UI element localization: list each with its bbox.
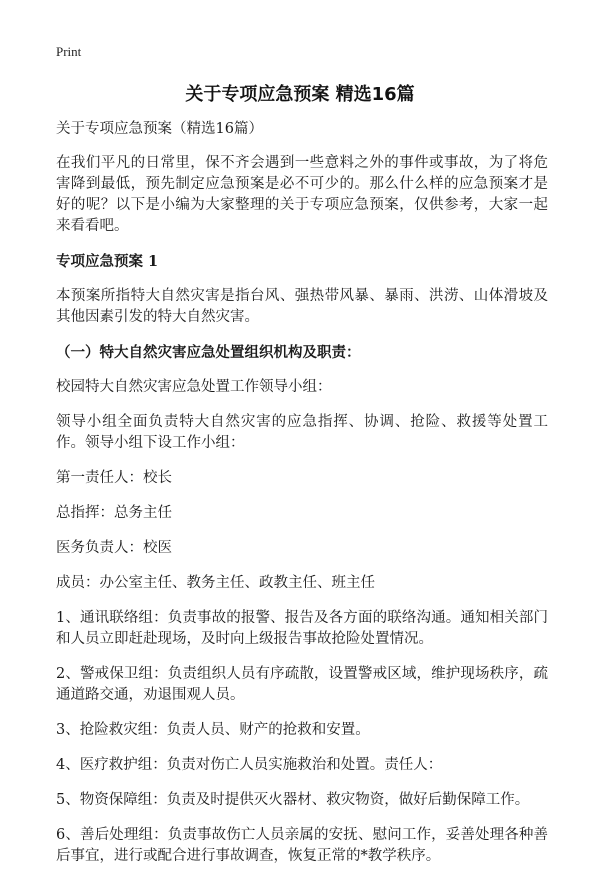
print-label[interactable]: Print (56, 44, 82, 59)
list-item: 3、抢险救灾组：负责人员、财产的抢救和安置。 (56, 722, 370, 738)
medical-line: 医务负责人：校医 (56, 540, 172, 556)
list-item: 5、物资保障组：负责及时提供灭火器材、救灾物资，做好后勤保障工作。 (56, 792, 530, 808)
list-item: 1、通讯联络组：负责事故的报警、报告及各方面的联络沟通。通知相关部门和人员立即赶赴现场，及时向上级报告事故抢险处置情况。 (56, 610, 548, 647)
document-title: 关于专项应急预案 精选16篇 (185, 84, 415, 105)
leader-group-paragraph: 校园特大自然灾害应急处置工作领导小组： (56, 379, 332, 395)
members-line: 成员：办公室主任、教务主任、政教主任、班主任 (56, 575, 375, 591)
document-subtitle: 关于专项应急预案（精选16篇） (56, 121, 263, 137)
first-responsible-line: 第一责任人：校长 (56, 470, 172, 486)
document-body (56, 119, 548, 881)
commander-line: 总指挥：总务主任 (56, 505, 172, 521)
sub-heading: （一）特大自然灾害应急处置组织机构及职责： (56, 344, 361, 361)
scope-paragraph: 本预案所指特大自然灾害是指台风、强热带风暴、暴雨、洪涝、山体滑坡及其他因素引发的特大自然灾害。 (56, 288, 548, 325)
list-item: 2、警戒保卫组：负责组织人员有序疏散，设置警戒区域，维护现场秩序，疏通道路交通，劝退围观人员。 (56, 666, 548, 703)
list-item: 6、善后处理组：负责事故伤亡人员亲属的安抚、慰问工作，妥善处理各种善后事宜，进行或配合进行事故调查，恢复正常的*教学秩序。 (56, 827, 548, 864)
leader-duty-paragraph: 领导小组全面负责特大自然灾害的应急指挥、协调、抢险、救援等处置工作。领导小组下设工作小组： (56, 414, 548, 451)
intro-paragraph: 在我们平凡的日常里，保不齐会遇到一些意料之外的事件或事故，为了将危害降到最低，预先制定应急预案是必不可少的。那么什么样的应急预案才是好的呢？以下是小编为大家整理的关于专项应急预案，仅供参考，大家一起来看看吧。 (56, 155, 548, 234)
list-item: 4、医疗救护组：负责对伤亡人员实施救治和处置。责任人： (56, 757, 443, 773)
section-heading: 专项应急预案 1 (56, 253, 159, 270)
